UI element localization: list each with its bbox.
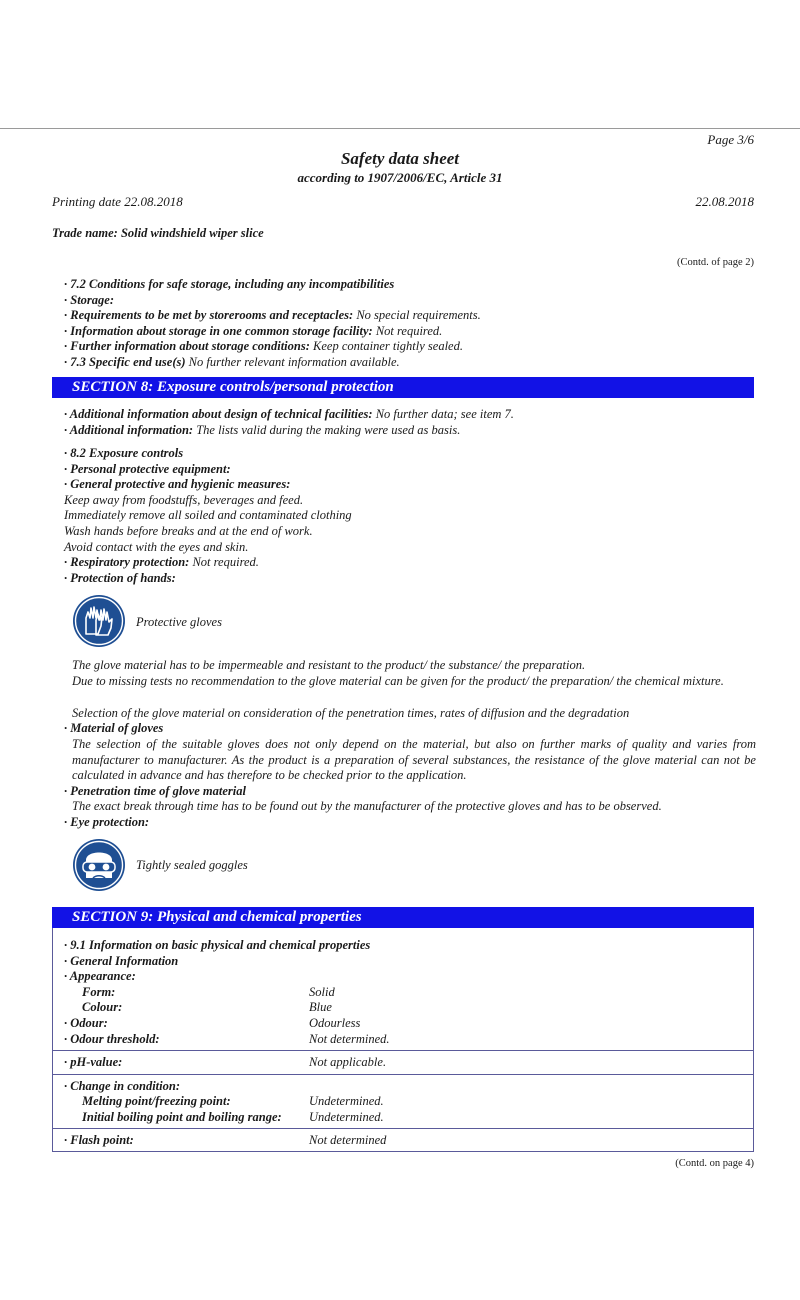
list-item: Avoid contact with the eyes and skin. [64,539,249,554]
heading-appearance: · Appearance: [64,969,136,983]
safety-goggles-icon [72,838,126,892]
list-item: · Requirements to be met by storerooms and receptacles: No special requirements. [64,308,481,323]
odour-threshold-value: Not determined. [309,1032,390,1046]
section9-header: SECTION 9: Physical and chemical properties [52,907,754,928]
heading-general-information: · General Information [64,954,179,968]
page-number: Page 3/6 [707,132,754,147]
colour-label: Colour: [82,1000,123,1014]
material-of-gloves-text: The selection of the suitable gloves does not only depend on the material, but also on further marks of quality and varies from manufacturer to manufacturer. As the product is a preparation of several substances, the resistance of the glove material can not be calculated in advance and has therefore to be checked prior to the application. [72,737,756,783]
list-item: · 8.2 Exposure controls [64,446,184,460]
gloves-caption: Protective gloves [136,615,222,629]
line-label: · Information about storage in one common storage facility: [64,323,373,338]
melting-point-label: Melting point/freezing point: [82,1094,231,1108]
list-item [64,293,764,309]
section8-controls [64,446,764,586]
line-label: · 7.3 Specific end use(s) [64,354,186,369]
list-item: · Additional information: The lists valid during the making were used as basis. [64,422,461,437]
boiling-point-value: Undetermined. [309,1110,384,1124]
document-title: Safety data sheet [340,149,460,168]
material-of-gloves-label: · Material of gloves [64,721,164,735]
row-divider [52,1050,754,1051]
list-item: · Additional information about design of technical facilities: No further data; see item 7. [64,407,514,421]
list-item: · Information about storage in one common storage facility: Not required. [64,323,443,338]
list-item: · Respiratory protection: Not required. [64,555,259,570]
heading-basic-properties: · 9.1 Information on basic physical and chemical properties [64,938,371,952]
penetration-time-label: · Penetration time of glove material [64,784,246,798]
trade-name: Trade name: Solid windshield wiper slice [52,226,264,240]
row-divider [52,1074,754,1075]
list-item: Wash hands before breaks and at the end of work. [64,523,313,538]
list-item: · Personal protective equipment: [64,461,231,476]
line-label: · Further information about storage conditions: [64,339,310,354]
form-value: Solid [309,985,335,999]
top-rule [0,128,800,129]
line-label: · Requirements to be met by storerooms and receptacles: [64,308,354,323]
ph-value: Not applicable. [309,1055,387,1069]
list-item: · General protective and hygienic measures: [64,477,291,492]
goggles-caption: Tightly sealed goggles [136,858,248,872]
glove-paragraph-1: The glove material has to be impermeable and resistant to the product/ the substance/ the preparation. [72,658,586,672]
melting-point-value: Undetermined. [309,1094,384,1108]
continued-from: (Contd. of page 2) [677,257,754,268]
continued-on: (Contd. on page 4) [675,1158,754,1169]
printing-date: Printing date 22.08.2018 [52,194,183,209]
penetration-time-text: The exact break through time has to be found out by the manufacturer of the protective gloves and has to be observed. [72,799,662,813]
revision-date: 22.08.2018 [695,194,754,209]
odour-threshold-label: · Odour threshold: [64,1032,160,1046]
form-label: Form: [82,985,116,999]
list-item: Keep away from foodstuffs, beverages and feed. [64,492,304,507]
flash-point-value: Not determined [309,1133,387,1147]
list-item: Immediately remove all soiled and contaminated clothing [64,508,352,523]
list-item [64,277,764,293]
odour-value: Odourless [309,1016,361,1030]
odour-label: · Odour: [64,1016,108,1030]
glove-paragraph-2: Due to missing tests no recommendation to the glove material can be given for the product/ the preparation/ the chemical mixture. [72,674,724,688]
change-in-condition-label: · Change in condition: [64,1079,180,1093]
section8-additional [64,407,764,438]
line-label: · Storage: [64,292,114,307]
flash-point-label: · Flash point: [64,1133,134,1147]
glove-paragraph-3: Selection of the glove material on consideration of the penetration times, rates of diffusion and the degradation [72,706,630,720]
section8-header: SECTION 8: Exposure controls/personal protection [52,377,754,398]
list-item: · 7.3 Specific end use(s) No further relevant information available. [64,354,400,369]
eye-protection-label: · Eye protection: [64,815,150,829]
protective-gloves-icon [72,594,126,648]
boiling-point-label: Initial boiling point and boiling range: [82,1110,282,1124]
list-item: · Protection of hands: [64,570,176,585]
colour-value: Blue [309,1000,332,1014]
list-item: · Further information about storage conditions: Keep container tightly sealed. [64,339,463,354]
ph-label: · pH-value: [64,1055,123,1069]
line-label: · 7.2 Conditions for safe storage, including any incompatibilities [64,277,395,291]
document-subtitle: according to 1907/2006/EC, Article 31 [297,170,503,185]
row-divider [52,1128,754,1129]
section7-lines [64,277,764,371]
